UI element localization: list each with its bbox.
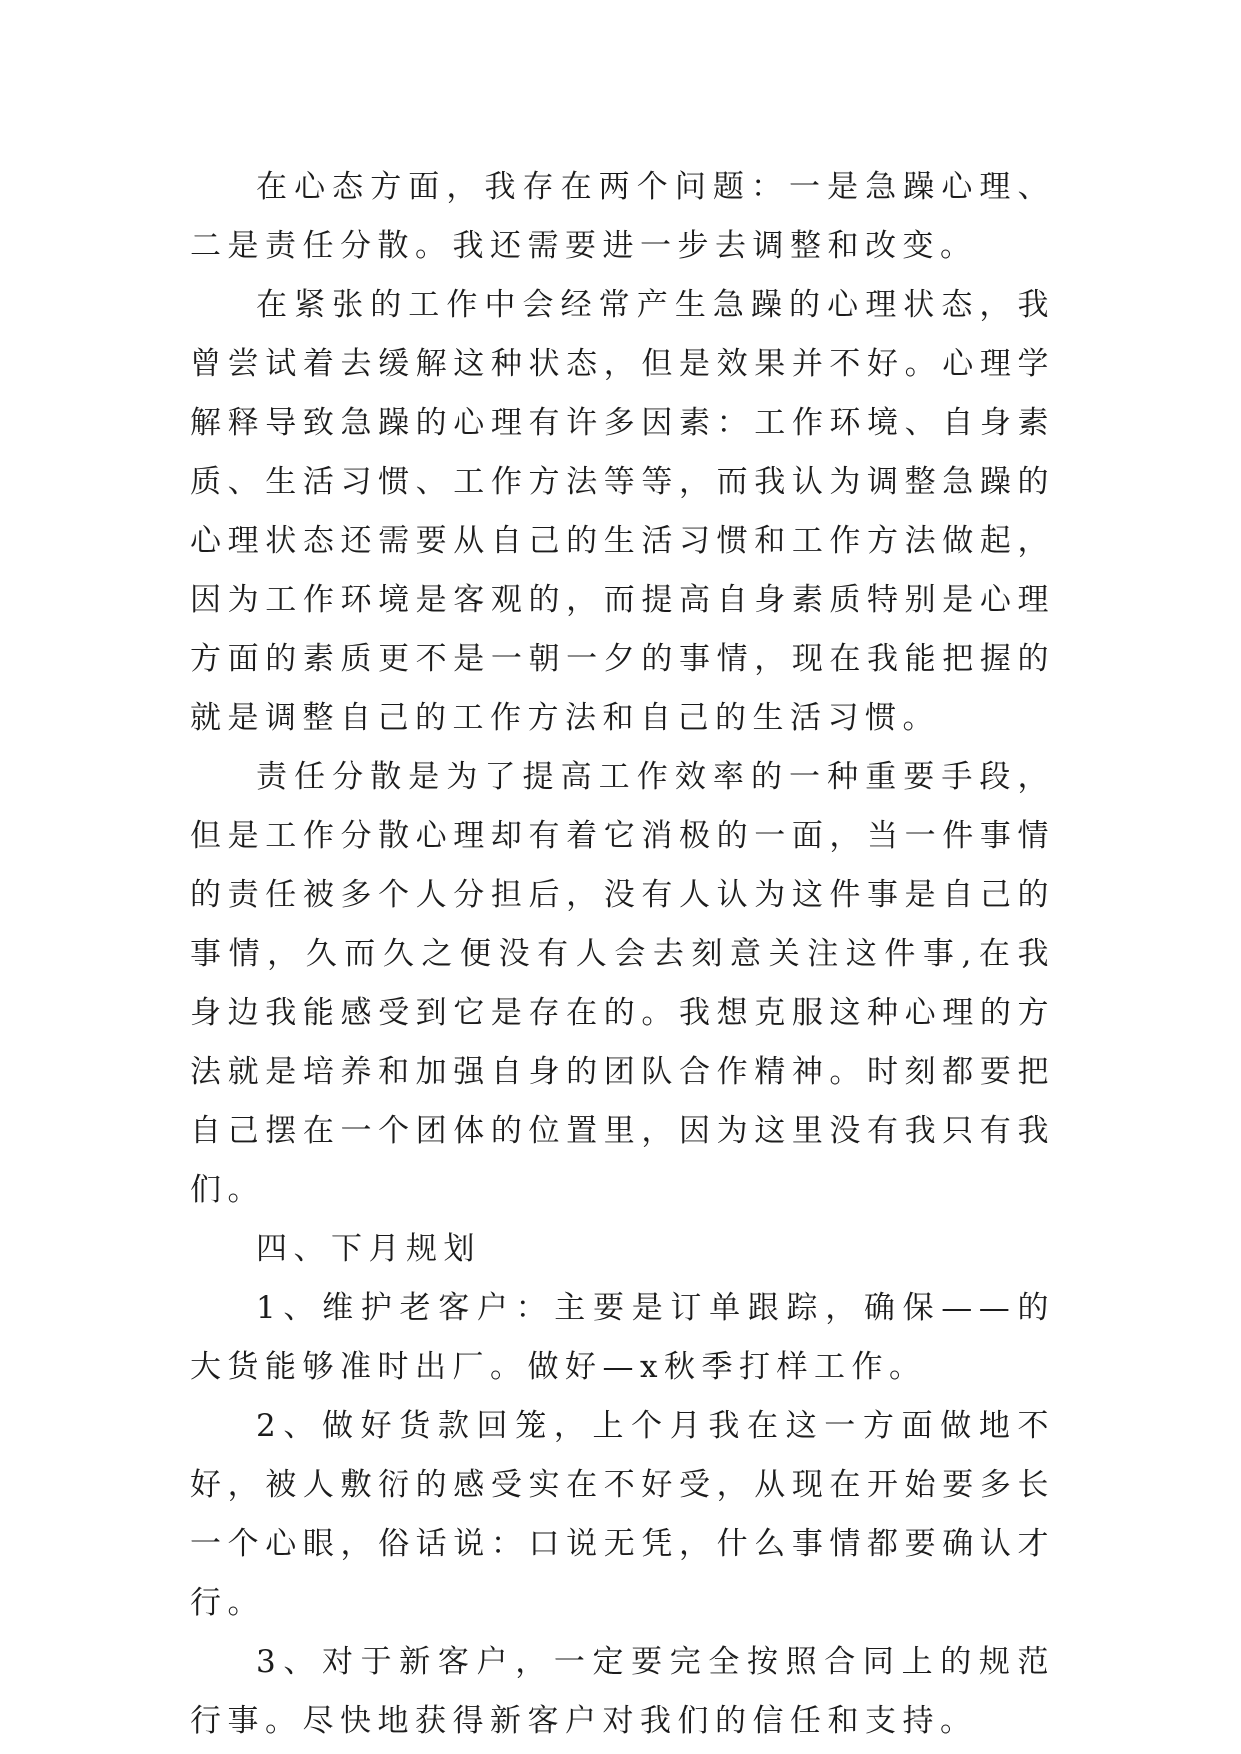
paragraph-responsibility-diffusion: 责任分散是为了提高工作效率的一种重要手段，但是工作分散心理却有着它消极的一面，当一件事情的责任被多个人分担后，没有人认为这件事是自己的事情，久而久之便没有人会去刻意关注这件事,在我身边我能感受到它是存在的。我想克服这种心理的方法就是培养和加强自身的团队合作精神。时刻都要把自己摆在一个团体的位置里，因为这里没有我只有我们。 [190, 759, 1055, 1208]
plan-item-3: 3、对于新客户，一定要完全按照合同上的规范行事。尽快地获得新客户对我们的信任和支持。 [190, 1644, 1055, 1739]
plan-item-1: 1、维护老客户：主要是订单跟踪，确保——的大货能够准时出厂。做好—x秋季打样工作。 [190, 1290, 1055, 1385]
paragraph-mindset-issues: 在心态方面，我存在两个问题：一是急躁心理、二是责任分散。我还需要进一步去调整和改变。 [190, 169, 1055, 264]
section-heading-next-month-plan: 四、下月规划 [256, 1231, 481, 1267]
paragraph-impatience: 在紧张的工作中会经常产生急躁的心理状态，我曾尝试着去缓解这种状态，但是效果并不好。心理学解释导致急躁的心理有许多因素：工作环境、自身素质、生活习惯、工作方法等等，而我认为调整急躁的心理状态还需要从自己的生活习惯和工作方法做起，因为工作环境是客观的，而提高自身素质特别是心理方面的素质更不是一朝一夕的事情，现在我能把握的就是调整自己的工作方法和自己的生活习惯。 [190, 287, 1055, 736]
document-body [190, 158, 1055, 1751]
plan-item-2: 2、做好货款回笼，上个月我在这一方面做地不好，被人敷衍的感受实在不好受，从现在开始要多长一个心眼，俗话说：口说无凭，什么事情都要确认才行。 [190, 1408, 1055, 1621]
